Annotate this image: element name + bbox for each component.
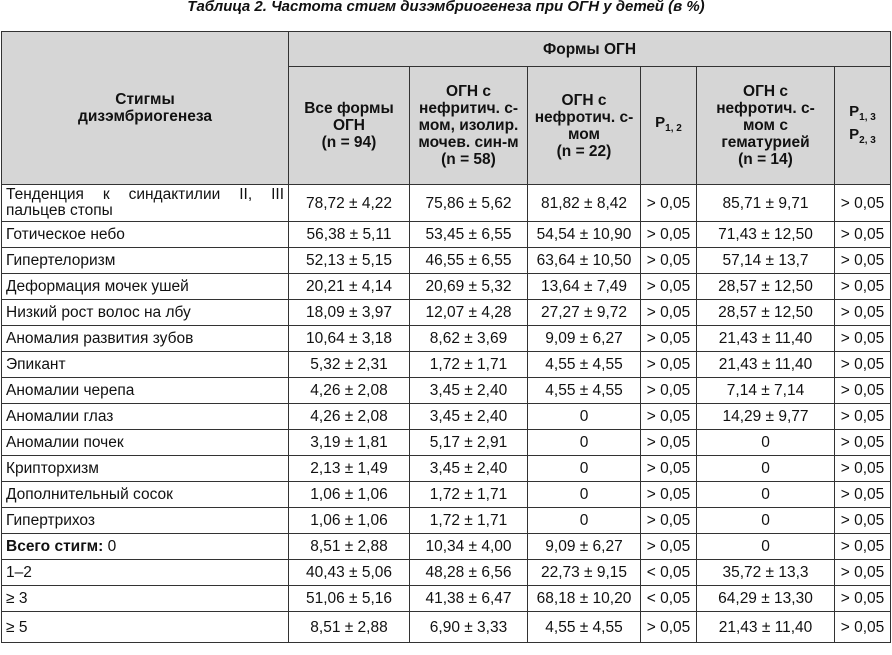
p3-cell: > 0,05 xyxy=(835,274,891,300)
hematuria-n: (n = 14) xyxy=(738,151,793,168)
stigma-name-cell: ≥ 3 xyxy=(2,586,289,612)
table-row xyxy=(2,586,891,612)
stigma-name-cell: Аномалия развития зубов xyxy=(2,326,289,352)
hematuria-cell: 21,43 ± 11,40 xyxy=(697,326,835,352)
hematuria-cell: 35,72 ± 13,3 xyxy=(697,560,835,586)
stigma-name-cell: ≥ 5 xyxy=(2,612,289,643)
nephrotic-cell: 22,73 ± 9,15 xyxy=(528,560,641,586)
p3-cell: > 0,05 xyxy=(835,326,891,352)
table-row xyxy=(2,404,891,430)
all-forms-cell: 51,06 ± 5,16 xyxy=(289,586,410,612)
p12-cell: > 0,05 xyxy=(641,248,697,274)
table-row xyxy=(2,274,891,300)
nephritic-cell: 1,72 ± 1,71 xyxy=(410,482,528,508)
forms-group-header: Формы ОГН xyxy=(289,32,891,67)
stigma-name-cell: Аномалии глаз xyxy=(2,404,289,430)
nephrotic-cell: 0 xyxy=(528,456,641,482)
stigma-name-cell: Дополнительный сосок xyxy=(2,482,289,508)
nephritic-label: ОГН с нефритич. с-мом, изолир. мочев. син-м xyxy=(418,83,519,151)
hematuria-cell: 71,43 ± 12,50 xyxy=(697,222,835,248)
nephrotic-cell: 0 xyxy=(528,508,641,534)
p3-cell: > 0,05 xyxy=(835,586,891,612)
all-forms-cell: 78,72 ± 4,22 xyxy=(289,185,410,222)
all-forms-cell: 18,09 ± 3,97 xyxy=(289,300,410,326)
table-row xyxy=(2,612,891,643)
p12-cell: > 0,05 xyxy=(641,482,697,508)
p3-cell: > 0,05 xyxy=(835,404,891,430)
hematuria-header xyxy=(697,67,835,185)
p12-cell: > 0,05 xyxy=(641,185,697,222)
stigma-name-cell: 1–2 xyxy=(2,560,289,586)
stigma-name-cell: Аномалии почек xyxy=(2,430,289,456)
nephrotic-cell: 4,55 ± 4,55 xyxy=(528,352,641,378)
p3-cell: > 0,05 xyxy=(835,482,891,508)
all-forms-cell: 8,51 ± 2,88 xyxy=(289,534,410,560)
hematuria-cell: 0 xyxy=(697,534,835,560)
all-forms-cell: 1,06 ± 1,06 xyxy=(289,508,410,534)
table-row xyxy=(2,352,891,378)
nephritic-cell: 3,45 ± 2,40 xyxy=(410,378,528,404)
nephritic-cell: 12,07 ± 4,28 xyxy=(410,300,528,326)
hematuria-cell: 57,14 ± 13,7 xyxy=(697,248,835,274)
p3-cell: > 0,05 xyxy=(835,456,891,482)
hematuria-cell: 21,43 ± 11,40 xyxy=(697,612,835,643)
p3-cell: > 0,05 xyxy=(835,534,891,560)
p23-label: Р xyxy=(849,125,860,143)
stigma-name-rest: 0 xyxy=(103,538,117,555)
stigma-name-cell: Готическое небо xyxy=(2,222,289,248)
table-row xyxy=(2,560,891,586)
all-forms-cell: 1,06 ± 1,06 xyxy=(289,482,410,508)
all-forms-cell: 20,21 ± 4,14 xyxy=(289,274,410,300)
p12-cell: > 0,05 xyxy=(641,352,697,378)
all-forms-cell: 4,26 ± 2,08 xyxy=(289,404,410,430)
hematuria-cell: 7,14 ± 7,14 xyxy=(697,378,835,404)
nephritic-cell: 46,55 ± 6,55 xyxy=(410,248,528,274)
p12-cell: > 0,05 xyxy=(641,508,697,534)
p3-cell: > 0,05 xyxy=(835,185,891,222)
hematuria-cell: 28,57 ± 12,50 xyxy=(697,300,835,326)
nephritic-cell: 53,45 ± 6,55 xyxy=(410,222,528,248)
hematuria-cell: 0 xyxy=(697,482,835,508)
p12-sub: 1, 2 xyxy=(665,123,682,134)
p12-cell: > 0,05 xyxy=(641,404,697,430)
p12-cell: > 0,05 xyxy=(641,612,697,643)
table-row xyxy=(2,482,891,508)
nephritic-cell: 48,28 ± 6,56 xyxy=(410,560,528,586)
nephrotic-cell: 63,64 ± 10,50 xyxy=(528,248,641,274)
all-forms-cell: 52,13 ± 5,15 xyxy=(289,248,410,274)
stigma-name-cell: Аномалии черепа xyxy=(2,378,289,404)
nephrotic-cell: 9,09 ± 6,27 xyxy=(528,326,641,352)
nephritic-cell: 1,72 ± 1,71 xyxy=(410,508,528,534)
p3-cell: > 0,05 xyxy=(835,430,891,456)
p13-label: Р xyxy=(849,102,860,120)
hematuria-cell: 0 xyxy=(697,430,835,456)
nephritic-cell: 10,34 ± 4,00 xyxy=(410,534,528,560)
hematuria-cell: 0 xyxy=(697,456,835,482)
nephritic-cell: 20,69 ± 5,32 xyxy=(410,274,528,300)
table-caption: Таблица 2. Частота стигм дизэмбриогенеза при ОГН у детей (в %) xyxy=(187,0,705,15)
p12-header xyxy=(641,67,697,185)
nephrotic-cell: 4,55 ± 4,55 xyxy=(528,378,641,404)
nephrotic-cell: 4,55 ± 4,55 xyxy=(528,612,641,643)
nephritic-cell: 6,90 ± 3,33 xyxy=(410,612,528,643)
stigma-name-cell: Эпикант xyxy=(2,352,289,378)
hematuria-cell: 14,29 ± 9,77 xyxy=(697,404,835,430)
nephritic-n: (n = 58) xyxy=(441,151,496,168)
all-forms-cell: 8,51 ± 2,88 xyxy=(289,612,410,643)
hematuria-cell: 0 xyxy=(697,508,835,534)
stigma-name-cell: Деформация мочек ушей xyxy=(2,274,289,300)
nephritic-cell: 3,45 ± 2,40 xyxy=(410,404,528,430)
p3-cell: > 0,05 xyxy=(835,352,891,378)
p12-cell: > 0,05 xyxy=(641,456,697,482)
hematuria-label: ОГН с нефротич. с-мом с гематурией xyxy=(716,83,815,151)
p12-cell: > 0,05 xyxy=(641,430,697,456)
hematuria-cell: 28,57 ± 12,50 xyxy=(697,274,835,300)
stigma-table xyxy=(1,31,891,643)
nephrotic-cell: 9,09 ± 6,27 xyxy=(528,534,641,560)
all-forms-cell: 10,64 ± 3,18 xyxy=(289,326,410,352)
nephrotic-n: (n = 22) xyxy=(556,142,612,160)
nephritic-cell: 8,62 ± 3,69 xyxy=(410,326,528,352)
nephrotic-label: ОГН с нефротич. с-мом xyxy=(534,91,634,143)
all-forms-label: Все формы ОГН xyxy=(304,100,394,134)
nephritic-cell: 1,72 ± 1,71 xyxy=(410,352,528,378)
p12-label: Р xyxy=(655,114,666,131)
p3-cell: > 0,05 xyxy=(835,248,891,274)
all-forms-header xyxy=(289,67,410,185)
all-forms-cell: 40,43 ± 5,06 xyxy=(289,560,410,586)
all-forms-cell: 2,13 ± 1,49 xyxy=(289,456,410,482)
all-forms-cell: 4,26 ± 2,08 xyxy=(289,378,410,404)
nephritic-cell: 75,86 ± 5,62 xyxy=(410,185,528,222)
all-forms-n: (n = 94) xyxy=(321,134,377,151)
p12-cell: > 0,05 xyxy=(641,534,697,560)
p23-sub: 2, 3 xyxy=(859,134,876,146)
p12-cell: > 0,05 xyxy=(641,326,697,352)
nephrotic-cell: 54,54 ± 10,90 xyxy=(528,222,641,248)
hematuria-cell: 21,43 ± 11,40 xyxy=(697,352,835,378)
p12-cell: < 0,05 xyxy=(641,586,697,612)
nephrotic-cell: 0 xyxy=(528,482,641,508)
stigma-name-cell: Крипторхизм xyxy=(2,456,289,482)
table-row xyxy=(2,378,891,404)
p3-cell: > 0,05 xyxy=(835,378,891,404)
nephritic-header xyxy=(410,67,528,185)
p12-cell: < 0,05 xyxy=(641,560,697,586)
stigma-column-header: Стигмы дизэмбриогенеза xyxy=(2,32,289,185)
table-row xyxy=(2,430,891,456)
p3-cell: > 0,05 xyxy=(835,508,891,534)
p3-header xyxy=(835,67,891,185)
hematuria-cell: 85,71 ± 9,71 xyxy=(697,185,835,222)
all-forms-cell: 56,38 ± 5,11 xyxy=(289,222,410,248)
all-forms-cell: 5,32 ± 2,31 xyxy=(289,352,410,378)
stigma-name-cell: Гипертелоризм xyxy=(2,248,289,274)
nephritic-cell: 41,38 ± 6,47 xyxy=(410,586,528,612)
nephrotic-cell: 68,18 ± 10,20 xyxy=(528,586,641,612)
stigma-name-cell: Низкий рост волос на лбу xyxy=(2,300,289,326)
table-row xyxy=(2,326,891,352)
nephritic-cell: 5,17 ± 2,91 xyxy=(410,430,528,456)
hematuria-cell: 64,29 ± 13,30 xyxy=(697,586,835,612)
table-row xyxy=(2,456,891,482)
stigma-name-cell: Тенденция к синдактилии II, III пальцев стопы xyxy=(2,185,289,222)
p13-sub: 1, 3 xyxy=(859,111,876,123)
nephrotic-cell: 81,82 ± 8,42 xyxy=(528,185,641,222)
nephrotic-cell: 0 xyxy=(528,430,641,456)
table-body xyxy=(2,185,891,643)
table-row xyxy=(2,534,891,560)
p3-cell: > 0,05 xyxy=(835,300,891,326)
nephrotic-cell: 0 xyxy=(528,404,641,430)
table-row xyxy=(2,248,891,274)
p12-cell: > 0,05 xyxy=(641,378,697,404)
stigma-name-bold: Всего стигм: xyxy=(6,538,104,555)
p3-cell: > 0,05 xyxy=(835,222,891,248)
nephrotic-cell: 27,27 ± 9,72 xyxy=(528,300,641,326)
p12-cell: > 0,05 xyxy=(641,222,697,248)
table-row xyxy=(2,222,891,248)
p3-cell: > 0,05 xyxy=(835,560,891,586)
p12-cell: > 0,05 xyxy=(641,274,697,300)
nephritic-cell: 3,45 ± 2,40 xyxy=(410,456,528,482)
nephrotic-header xyxy=(528,67,641,185)
table-row xyxy=(2,508,891,534)
nephrotic-cell: 13,64 ± 7,49 xyxy=(528,274,641,300)
stigma-name-cell xyxy=(2,534,289,560)
table-row xyxy=(2,300,891,326)
all-forms-cell: 3,19 ± 1,81 xyxy=(289,430,410,456)
stigma-name-cell: Гипертрихоз xyxy=(2,508,289,534)
table-row xyxy=(2,185,891,222)
p12-cell: > 0,05 xyxy=(641,300,697,326)
p3-cell: > 0,05 xyxy=(835,612,891,643)
